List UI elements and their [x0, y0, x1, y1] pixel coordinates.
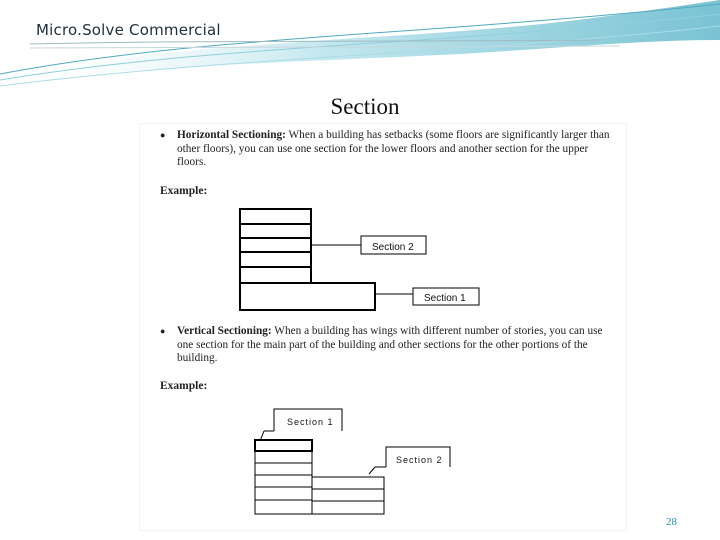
- header-swoosh-decoration: [0, 0, 720, 90]
- slide-title: Section: [330, 94, 400, 119]
- horizontal-sectioning-description: When a building has setbacks (some floors are significantly larger than other floors), you can use one section for the lower floors and another section for the upper floors.: [177, 129, 610, 168]
- section-2-label: Section 2: [372, 242, 414, 253]
- vertical-section-2-label: Section 2: [396, 455, 443, 465]
- vertical-sectioning-description: When a building has wings with different number of stories, you can use one section for the main part of the building and other sections for the other portions of the building.: [177, 325, 603, 364]
- wing-building-stack: [312, 477, 384, 514]
- vertical-sectioning-heading: Vertical Sectioning:: [177, 325, 272, 337]
- app-title: Micro.Solve Commercial: [36, 21, 221, 39]
- page-number: 28: [666, 516, 677, 528]
- bullet-icon: ●: [160, 326, 166, 336]
- bullet-icon: ●: [160, 130, 166, 140]
- vertical-section-1-label: Section 1: [287, 417, 334, 427]
- main-building-stack: [255, 440, 312, 514]
- vertical-example-label: Example:: [160, 380, 208, 392]
- content-panel: [140, 124, 626, 530]
- horizontal-sectioning-heading: Horizontal Sectioning:: [177, 129, 286, 141]
- vertical-sectioning-diagram: [140, 124, 626, 530]
- horizontal-example-label: Example:: [160, 185, 208, 197]
- section-1-label: Section 1: [424, 293, 466, 304]
